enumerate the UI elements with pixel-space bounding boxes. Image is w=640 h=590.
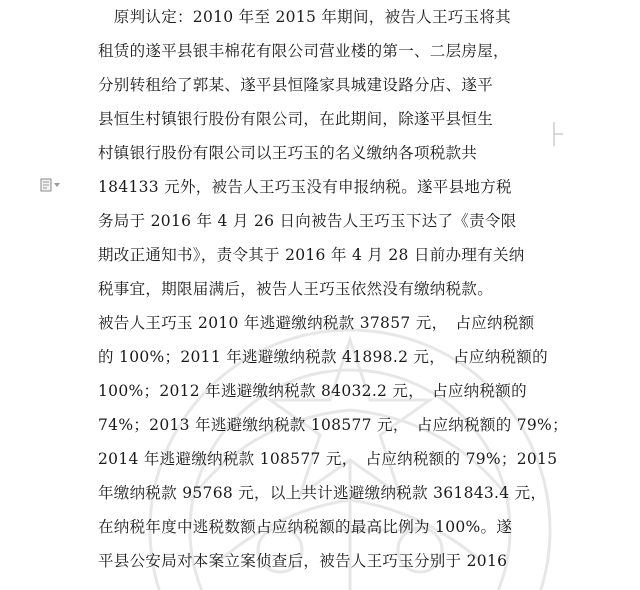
text-line: 税事宜，期限届满后，被告人王巧玉依然没有缴纳税款。 xyxy=(98,280,494,298)
text-line: 原判认定：2010 年至 2015 年期间，被告人王巧玉将其 xyxy=(98,8,511,26)
text-line: 在纳税年度中逃税数额占应纳税额的最高比例为 100%。遂 xyxy=(98,518,513,536)
text-line: 2014 年逃避缴纳税款 108577 元， 占应纳税额的 79%；2015 xyxy=(98,450,558,468)
text-line: 期改正通知书》，责令其于 2016 年 4 月 28 日前办理有关纳 xyxy=(98,246,525,264)
text-line: 县恒生村镇银行股份有限公司，在此期间，除遂平县恒生 xyxy=(98,110,494,128)
text-line: 的 100%；2011 年逃避缴纳税款 41898.2 元， 占应纳税额的 xyxy=(98,348,548,366)
text-line: 务局于 2016 年 4 月 26 日向被告人王巧玉下达了《责令限 xyxy=(98,212,517,230)
text-line: 被告人王巧玉 2010 年逃避缴纳税款 37857 元， 占应纳税额 xyxy=(98,314,535,332)
document-page-icon[interactable] xyxy=(40,178,62,192)
text-line: 100%；2012 年逃避缴纳税款 84032.2 元， 占应纳税额的 xyxy=(98,382,527,400)
text-line: 74%；2013 年逃避缴纳税款 108577 元， 占应纳税额的 79%； xyxy=(98,416,568,434)
chevron-down-icon[interactable] xyxy=(54,183,60,187)
text-line: 年缴纳税款 95768 元，以上共计逃避缴纳税款 361843.4 元， xyxy=(98,484,547,502)
text-line: 租赁的遂平县银丰棉花有限公司营业楼的第一、二层房屋， xyxy=(98,42,509,60)
text-line: 184133 元外，被告人王巧玉没有申报纳税。遂平县地方税 xyxy=(98,178,512,196)
crop-mark-icon xyxy=(553,122,563,146)
text-line: 平县公安局对本案立案侦查后，被告人王巧玉分别于 2016 xyxy=(98,552,508,570)
text-line: 分别转租给了郭某、遂平县恒隆家具城建设路分店、遂平 xyxy=(98,76,494,94)
text-line: 村镇银行股份有限公司以王巧玉的名义缴纳各项税款共 xyxy=(98,144,478,162)
